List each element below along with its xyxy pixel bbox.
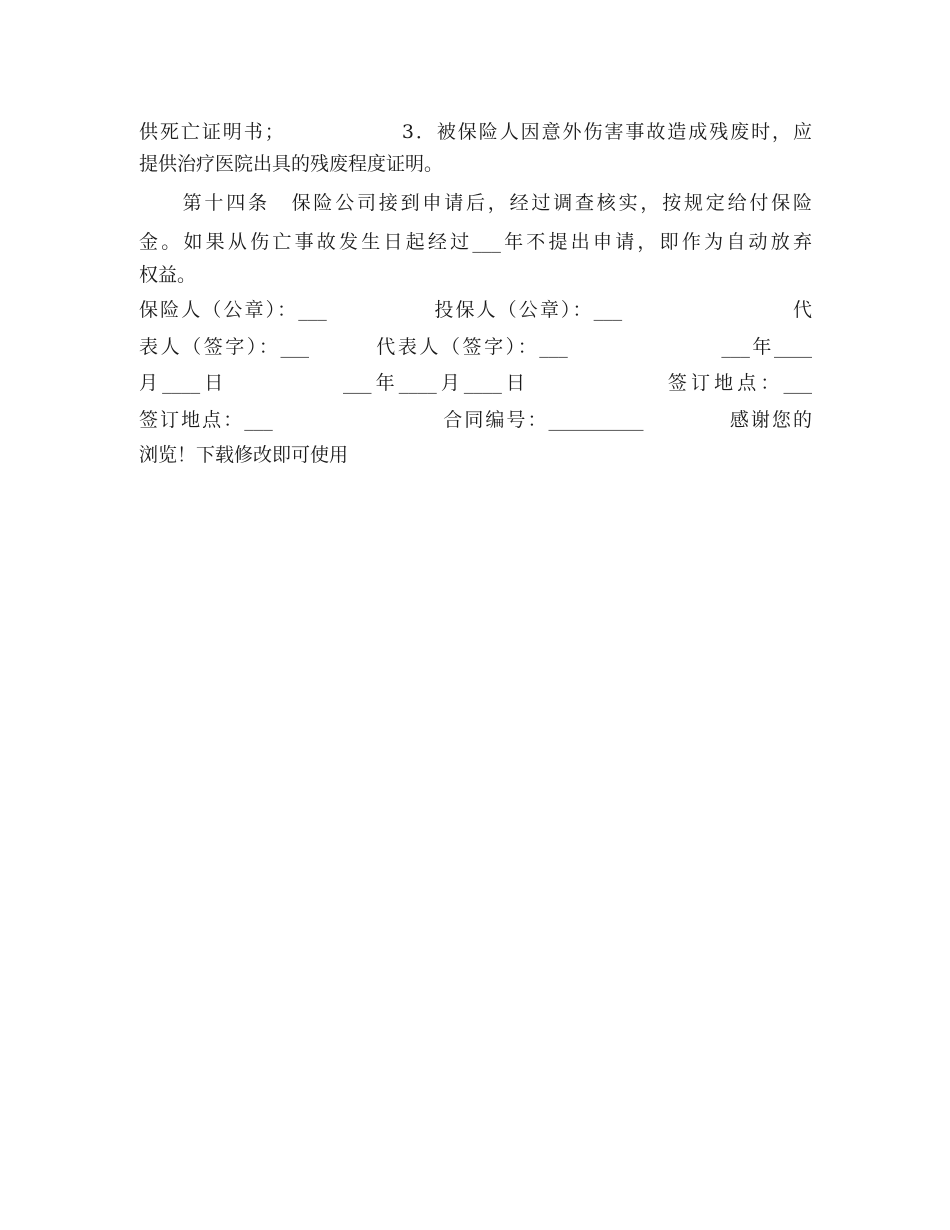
article-14-line-1: 第十四条 保险公司接到申请后，经过调查核实，按规定给付保险: [139, 192, 812, 214]
body-line-2: 提供治疗医院出具的残废程度证明。: [139, 153, 444, 175]
article-14-line-2: 金。如果从伤亡事故发生日起经过___年不提出申请，即作为自动放弃: [139, 231, 812, 253]
article-14-line-3: 权益。: [139, 264, 197, 286]
closing-line: 浏览！下载修改即可使用: [139, 444, 349, 466]
signature-line-1: 保险人（公章）：___ 投保人（公章）：___ 代: [139, 299, 812, 321]
signature-line-2: 表人（签字）：___ 代表人（签字）：___ ___年____: [139, 336, 812, 358]
signature-line-3: 月____日 ___年____月____日 签订地点：___: [139, 372, 812, 394]
signature-line-4: 签订地点：___ 合同编号：__________ 感谢您的: [139, 409, 812, 431]
body-line-1: 供死亡证明书； 3．被保险人因意外伤害事故造成残废时，应: [139, 121, 812, 143]
